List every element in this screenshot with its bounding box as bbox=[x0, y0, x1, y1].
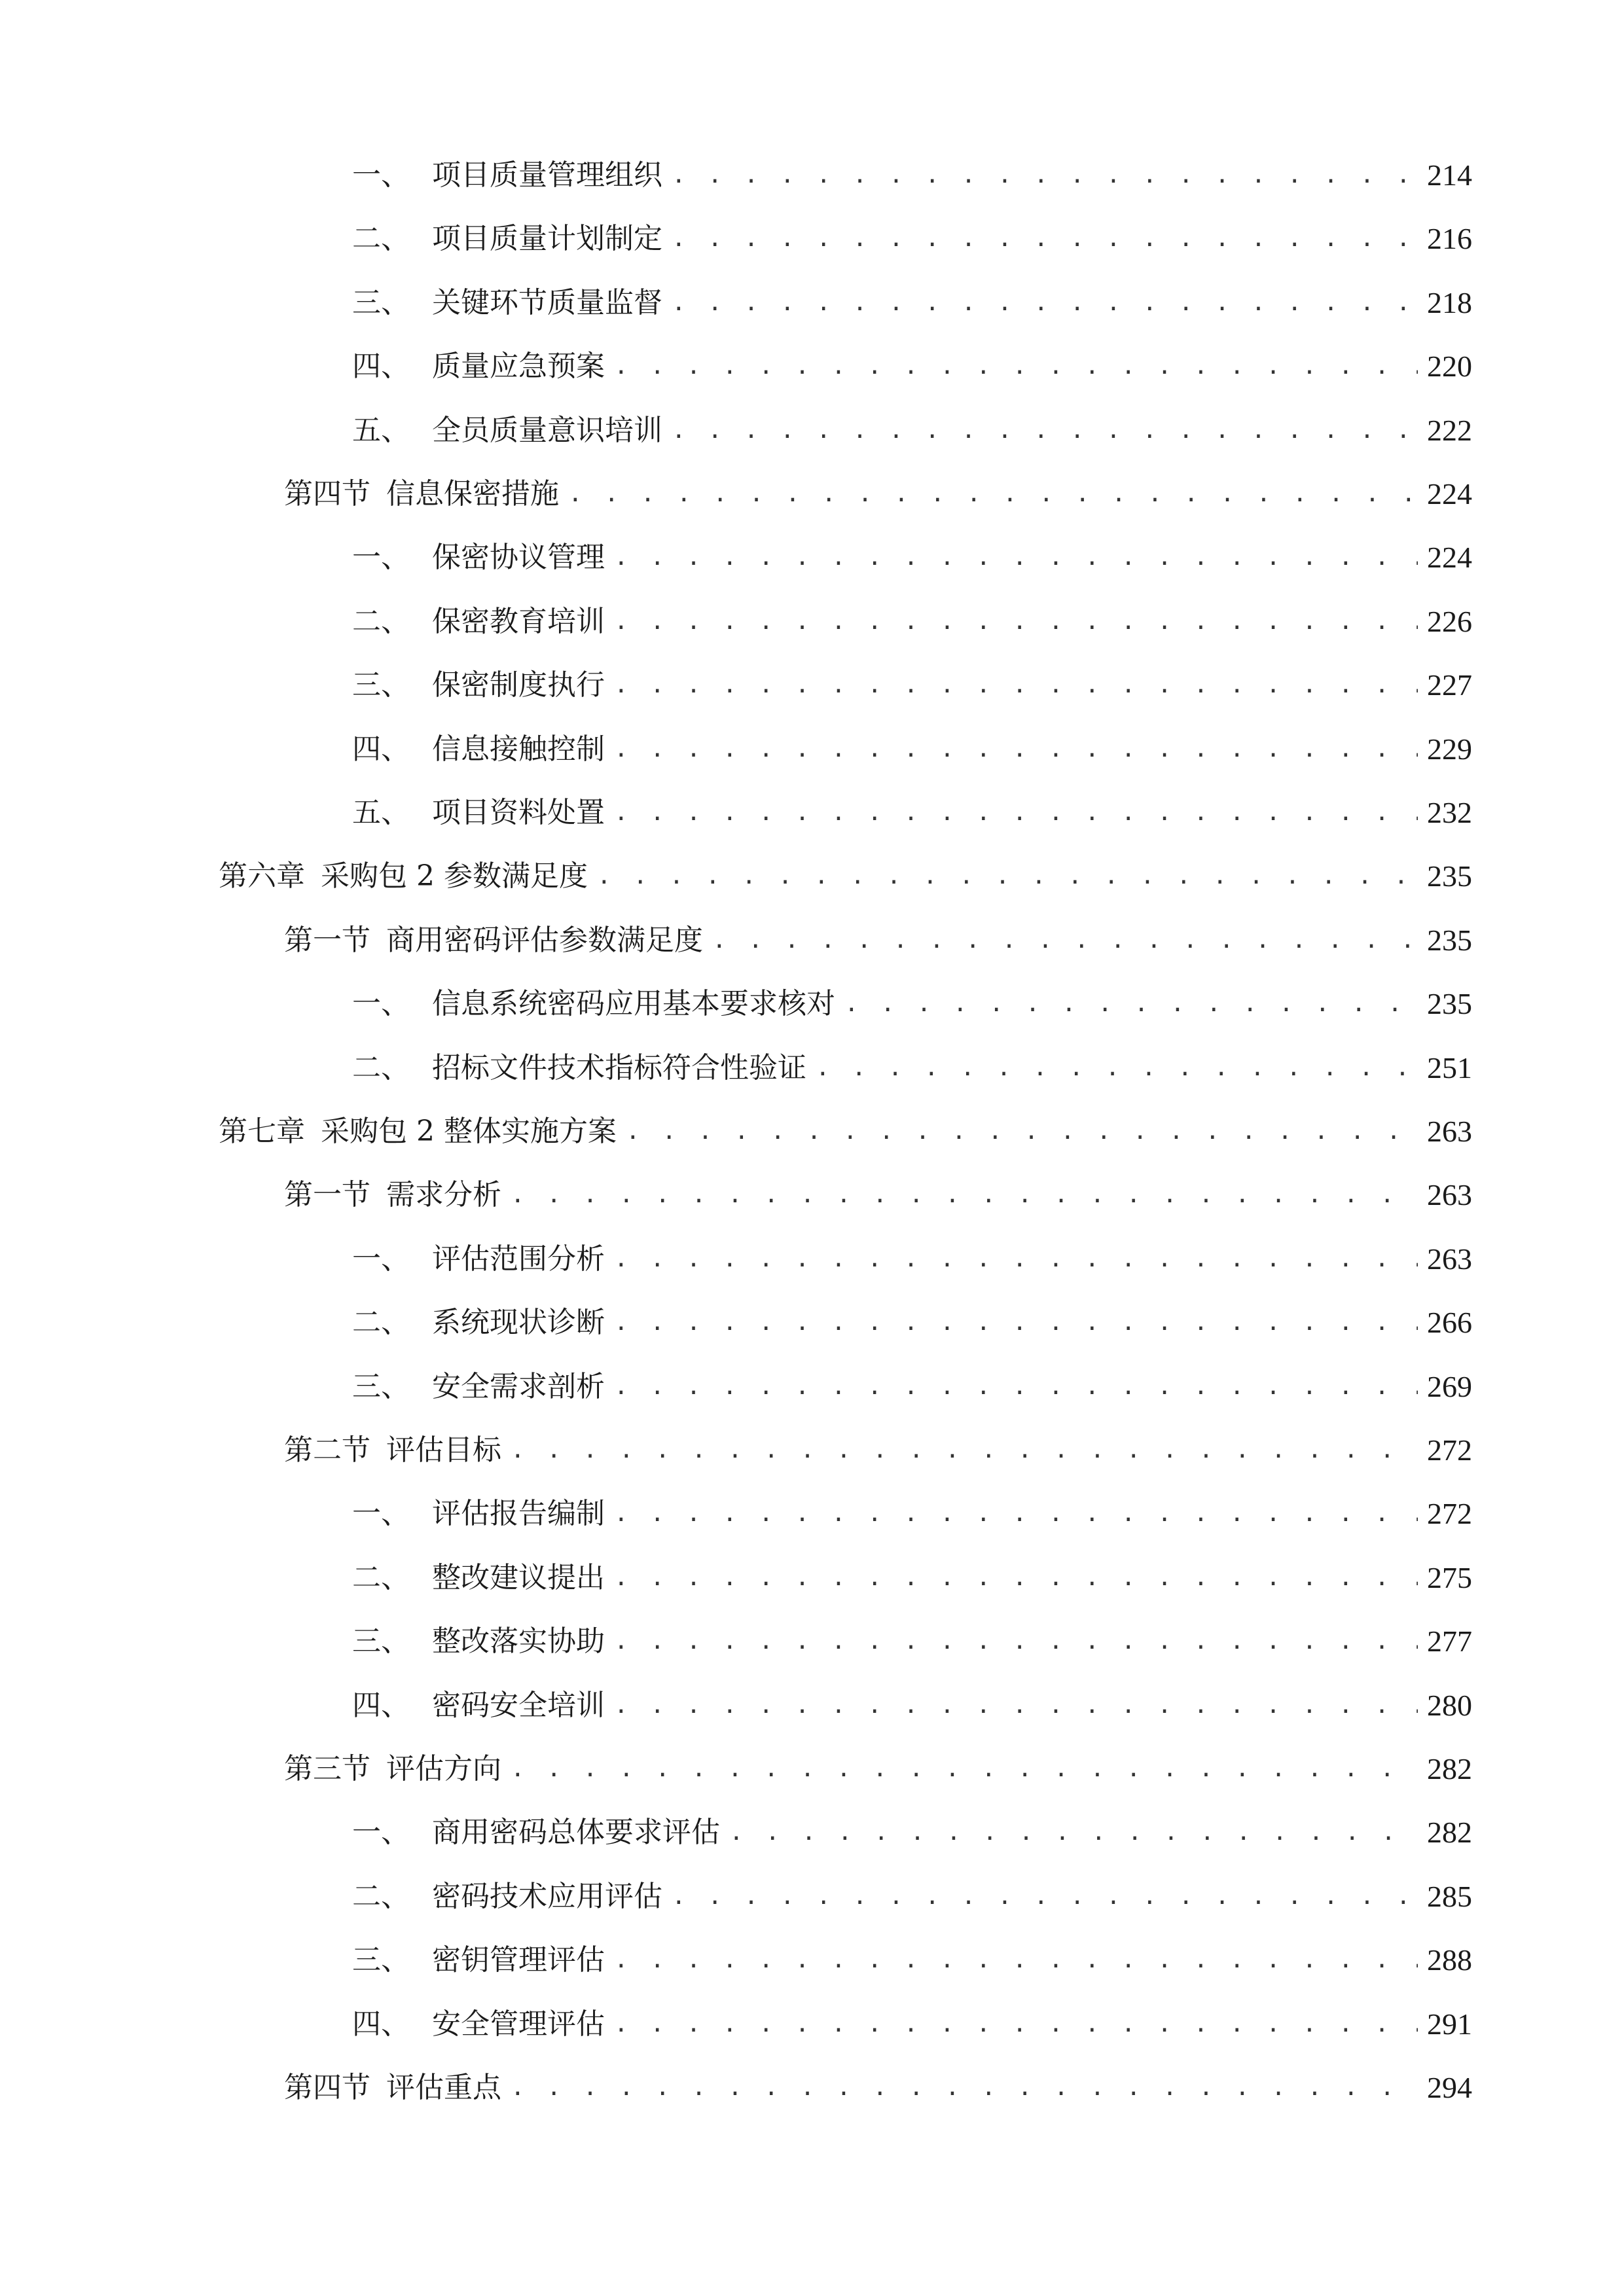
toc-entry-page-number: 269 bbox=[1427, 1370, 1472, 1403]
toc-entry[interactable] bbox=[352, 1679, 1472, 1732]
toc-dot-leader bbox=[712, 914, 1418, 967]
toc-entry[interactable] bbox=[352, 596, 1472, 648]
toc-entry-title: 评估方向 bbox=[386, 1752, 501, 1785]
toc-entry-title: 保密协议管理 bbox=[432, 541, 605, 574]
toc-dot-leader bbox=[614, 340, 1418, 393]
toc-entry[interactable] bbox=[352, 723, 1472, 776]
toc-entry[interactable] bbox=[352, 277, 1472, 329]
toc-entry-page-number: 288 bbox=[1427, 1943, 1472, 1977]
toc-entry-page-number: 291 bbox=[1427, 2007, 1472, 2041]
toc-entry[interactable] bbox=[352, 787, 1472, 839]
toc-dot-leader bbox=[672, 213, 1418, 265]
toc-entry-page-number: 220 bbox=[1427, 350, 1472, 383]
toc-entry[interactable] bbox=[352, 659, 1472, 711]
toc-entry-title: 信息接触控制 bbox=[432, 732, 605, 766]
toc-entry-number: 二、 bbox=[352, 1561, 410, 1594]
toc-entry-title: 保密教育培训 bbox=[432, 605, 605, 638]
toc-entry-page-number: 263 bbox=[1427, 1178, 1472, 1211]
toc-entry-page-number: 251 bbox=[1427, 1051, 1472, 1085]
toc-dot-leader bbox=[614, 723, 1418, 776]
toc-entry-number: 四、 bbox=[352, 732, 410, 766]
toc-dot-leader bbox=[672, 277, 1418, 329]
toc-entry-number: 第三节 bbox=[284, 1752, 370, 1785]
toc-entry-page-number: 266 bbox=[1427, 1306, 1472, 1339]
toc-entry-title: 整改落实协助 bbox=[432, 1624, 605, 1658]
toc-entry-title: 需求分析 bbox=[386, 1178, 501, 1211]
toc-entry-page-number: 277 bbox=[1427, 1624, 1472, 1658]
toc-dot-leader bbox=[672, 404, 1418, 457]
toc-entry-number: 一、 bbox=[352, 1497, 410, 1530]
toc-entry-number: 四、 bbox=[352, 350, 410, 383]
toc-entry-number: 二、 bbox=[352, 1880, 410, 1913]
toc-entry-number: 三、 bbox=[352, 1370, 410, 1403]
toc-entry-title: 项目资料处置 bbox=[432, 796, 605, 829]
toc-entry-page-number: 282 bbox=[1427, 1752, 1472, 1785]
toc-entry-page-number: 224 bbox=[1427, 541, 1472, 574]
toc-entry-number: 五、 bbox=[352, 414, 410, 447]
toc-entry-title: 安全管理评估 bbox=[432, 2007, 605, 2041]
toc-entry[interactable] bbox=[284, 914, 1472, 967]
toc-entry-number: 第七章 bbox=[219, 1115, 305, 1148]
toc-entry-page-number: 216 bbox=[1427, 222, 1472, 255]
toc-entry[interactable] bbox=[284, 2062, 1472, 2114]
toc-dot-leader bbox=[511, 2062, 1418, 2114]
toc-dot-leader bbox=[626, 1105, 1418, 1158]
toc-dot-leader bbox=[511, 1169, 1418, 1221]
toc-entry[interactable] bbox=[284, 1424, 1472, 1477]
toc-dot-leader bbox=[614, 659, 1418, 711]
toc-entry-title: 密钥管理评估 bbox=[432, 1943, 605, 1977]
toc-entry-number: 一、 bbox=[352, 1242, 410, 1276]
toc-entry-page-number: 285 bbox=[1427, 1880, 1472, 1913]
toc-entry[interactable] bbox=[352, 1297, 1472, 1349]
toc-entry[interactable] bbox=[352, 1615, 1472, 1668]
toc-entry-title: 评估重点 bbox=[386, 2071, 501, 2104]
toc-dot-leader bbox=[816, 1042, 1418, 1094]
toc-entry-page-number: 227 bbox=[1427, 668, 1472, 702]
toc-entry-title: 整改建议提出 bbox=[432, 1561, 605, 1594]
toc-entry[interactable] bbox=[219, 850, 1472, 903]
toc-entry[interactable] bbox=[284, 1743, 1472, 1795]
toc-dot-leader bbox=[597, 850, 1418, 903]
toc-dot-leader bbox=[614, 1488, 1418, 1540]
toc-dot-leader bbox=[614, 1934, 1418, 1986]
toc-dot-leader bbox=[672, 149, 1418, 202]
toc-entry-page-number: 214 bbox=[1427, 158, 1472, 192]
toc-entry-number: 三、 bbox=[352, 1943, 410, 1977]
toc-entry-number: 四、 bbox=[352, 1689, 410, 1722]
toc-entry-number: 第四节 bbox=[284, 477, 370, 511]
toc-entry-page-number: 235 bbox=[1427, 987, 1472, 1020]
toc-entry-number: 第一节 bbox=[284, 1178, 370, 1211]
toc-entry[interactable] bbox=[352, 1042, 1472, 1094]
toc-entry-number: 二、 bbox=[352, 222, 410, 255]
toc-entry[interactable] bbox=[352, 1233, 1472, 1285]
toc-entry-number: 五、 bbox=[352, 796, 410, 829]
toc-entry-page-number: 263 bbox=[1427, 1242, 1472, 1276]
toc-entry[interactable] bbox=[352, 1934, 1472, 1986]
toc-entry-title: 关键环节质量监督 bbox=[432, 286, 662, 319]
toc-entry-page-number: 218 bbox=[1427, 286, 1472, 319]
toc-entry-number: 一、 bbox=[352, 987, 410, 1020]
toc-entry-number: 三、 bbox=[352, 668, 410, 702]
toc-entry[interactable] bbox=[352, 1488, 1472, 1540]
toc-entry-title: 全员质量意识培训 bbox=[432, 414, 662, 447]
toc-entry-number: 二、 bbox=[352, 605, 410, 638]
toc-dot-leader bbox=[568, 468, 1418, 520]
toc-entry-title: 项目质量管理组织 bbox=[432, 158, 662, 192]
toc-entry[interactable] bbox=[284, 1169, 1472, 1221]
toc-entry-title: 采购包 2 参数满足度 bbox=[321, 859, 588, 893]
toc-entry-page-number: 294 bbox=[1427, 2071, 1472, 2104]
toc-entry[interactable] bbox=[352, 404, 1472, 457]
toc-entry-title: 密码安全培训 bbox=[432, 1689, 605, 1722]
toc-entry[interactable] bbox=[352, 1361, 1472, 1413]
toc-entry-title: 密码技术应用评估 bbox=[432, 1880, 662, 1913]
toc-entry-title: 评估报告编制 bbox=[432, 1497, 605, 1530]
toc-entry[interactable] bbox=[352, 1806, 1472, 1859]
toc-dot-leader bbox=[614, 1361, 1418, 1413]
toc-entry-title: 采购包 2 整体实施方案 bbox=[321, 1115, 617, 1148]
toc-entry[interactable] bbox=[284, 468, 1472, 520]
toc-entry-page-number: 235 bbox=[1427, 859, 1472, 893]
toc-dot-leader bbox=[511, 1743, 1418, 1795]
toc-entry-page-number: 226 bbox=[1427, 605, 1472, 638]
toc-dot-leader bbox=[614, 1998, 1418, 2051]
toc-entry-number: 三、 bbox=[352, 1624, 410, 1658]
toc-dot-leader bbox=[614, 1233, 1418, 1285]
toc-entry-page-number: 263 bbox=[1427, 1115, 1472, 1148]
toc-entry-page-number: 275 bbox=[1427, 1561, 1472, 1594]
toc-dot-leader bbox=[614, 787, 1418, 839]
toc-entry[interactable] bbox=[352, 213, 1472, 265]
toc-entry-number: 一、 bbox=[352, 541, 410, 574]
toc-entry-page-number: 232 bbox=[1427, 796, 1472, 829]
toc-entry-page-number: 272 bbox=[1427, 1497, 1472, 1530]
toc-entry[interactable] bbox=[219, 1105, 1472, 1158]
toc-entry-number: 二、 bbox=[352, 1306, 410, 1339]
toc-entry-page-number: 224 bbox=[1427, 477, 1472, 511]
toc-entry-title: 信息保密措施 bbox=[386, 477, 559, 511]
toc-dot-leader bbox=[614, 1615, 1418, 1668]
toc-entry-title: 评估范围分析 bbox=[432, 1242, 605, 1276]
toc-entry-number: 第二节 bbox=[284, 1433, 370, 1467]
toc-entry-title: 评估目标 bbox=[386, 1433, 501, 1467]
toc-entry[interactable] bbox=[352, 1998, 1472, 2051]
toc-dot-leader bbox=[614, 531, 1418, 584]
toc-dot-leader bbox=[844, 978, 1418, 1030]
toc-dot-leader bbox=[511, 1424, 1418, 1477]
toc-dot-leader bbox=[614, 596, 1418, 648]
toc-dot-leader bbox=[614, 1679, 1418, 1732]
toc-entry-number: 第六章 bbox=[219, 859, 305, 893]
toc-entry-page-number: 222 bbox=[1427, 414, 1472, 447]
toc-entry-number: 第四节 bbox=[284, 2071, 370, 2104]
toc-entry-title: 系统现状诊断 bbox=[432, 1306, 605, 1339]
toc-entry-number: 一、 bbox=[352, 158, 410, 192]
toc-entry[interactable] bbox=[352, 531, 1472, 584]
toc-entry-number: 第一节 bbox=[284, 924, 370, 957]
toc-entry[interactable] bbox=[352, 340, 1472, 393]
toc-dot-leader bbox=[614, 1552, 1418, 1604]
toc-dot-leader bbox=[672, 1871, 1418, 1923]
toc-entry-page-number: 272 bbox=[1427, 1433, 1472, 1467]
toc-entry[interactable] bbox=[352, 1552, 1472, 1604]
toc-entry-number: 二、 bbox=[352, 1051, 410, 1085]
toc-entry-number: 一、 bbox=[352, 1816, 410, 1849]
toc-entry-title: 商用密码评估参数满足度 bbox=[386, 924, 703, 957]
toc-entry[interactable] bbox=[352, 978, 1472, 1030]
toc-entry-title: 质量应急预案 bbox=[432, 350, 605, 383]
toc-entry-title: 保密制度执行 bbox=[432, 668, 605, 702]
toc-entry-page-number: 229 bbox=[1427, 732, 1472, 766]
toc-entry[interactable] bbox=[352, 1871, 1472, 1923]
toc-entry-title: 项目质量计划制定 bbox=[432, 222, 662, 255]
toc-entry-title: 安全需求剖析 bbox=[432, 1370, 605, 1403]
toc-entry-title: 招标文件技术指标符合性验证 bbox=[432, 1051, 806, 1085]
toc-entry-page-number: 235 bbox=[1427, 924, 1472, 957]
toc-dot-leader bbox=[729, 1806, 1418, 1859]
toc-entry-page-number: 280 bbox=[1427, 1689, 1472, 1722]
toc-entry-page-number: 282 bbox=[1427, 1816, 1472, 1849]
toc-dot-leader bbox=[614, 1297, 1418, 1349]
toc-entry-title: 信息系统密码应用基本要求核对 bbox=[432, 987, 835, 1020]
toc-entry-title: 商用密码总体要求评估 bbox=[432, 1816, 720, 1849]
toc-entry[interactable] bbox=[352, 149, 1472, 202]
toc-entry-number: 四、 bbox=[352, 2007, 410, 2041]
toc-entry-number: 三、 bbox=[352, 286, 410, 319]
